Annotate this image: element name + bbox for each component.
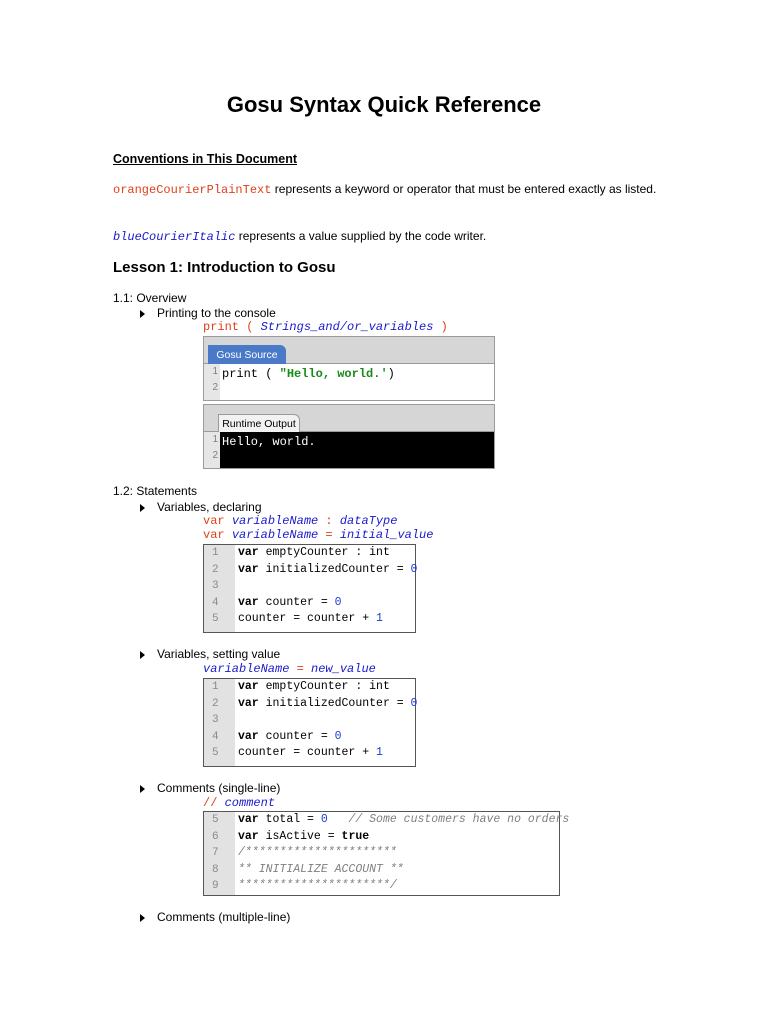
code-keyword: var: [238, 680, 259, 693]
convention-orange: [113, 181, 673, 199]
bullet-label: Comments (multiple-line): [157, 910, 291, 924]
conventions-heading: Conventions in This Document: [113, 152, 298, 166]
output-area: [203, 432, 495, 469]
code-keyword: var: [238, 595, 259, 609]
code-text: [238, 679, 390, 696]
code-row: [204, 845, 559, 862]
syntax-val: comment: [224, 796, 276, 810]
tab-gosu-source[interactable]: Gosu Source: [208, 345, 286, 365]
source-line: [222, 367, 395, 381]
syntax-val: Strings_and/or_variables: [260, 320, 434, 334]
syntax-op: //: [203, 796, 225, 810]
code-comment: // Some customers have no orders: [327, 813, 570, 826]
syntax-declare-init: [203, 528, 433, 542]
code-keyword: var: [238, 546, 259, 559]
bullet-arrow-icon: [140, 785, 145, 793]
code-row: [204, 729, 415, 746]
bullet-arrow-icon: [140, 651, 145, 659]
line-number: 7: [212, 847, 219, 860]
code-keyword: var: [238, 729, 259, 743]
code-token: isActive =: [258, 829, 342, 843]
code-text: [238, 611, 383, 628]
line-number: 6: [212, 830, 219, 843]
section-1-1: 1.1: Overview: [113, 291, 187, 305]
code-row: [204, 878, 559, 895]
code-row: [204, 595, 415, 612]
syntax-setting: [203, 662, 376, 676]
source-gutter: [204, 364, 220, 400]
page-title: Gosu Syntax Quick Reference: [226, 92, 542, 117]
syntax-val: initial_value: [339, 528, 434, 542]
bullet-printing: [140, 306, 276, 320]
convention-blue: [113, 228, 673, 246]
code-token: initializedCounter =: [258, 562, 411, 576]
code-block-comments: [203, 811, 570, 896]
line-number: 2: [212, 697, 219, 710]
source-code-area[interactable]: [203, 364, 495, 401]
code-token: emptyCounter : int: [258, 546, 390, 559]
line-number: 9: [212, 880, 219, 893]
line-number: 1: [212, 366, 218, 377]
code-token: counter = counter +: [238, 612, 377, 626]
syntax-kw: print (: [203, 320, 261, 334]
syntax-print: [203, 320, 448, 334]
code-token: counter = counter +: [238, 746, 377, 760]
code-row: [204, 745, 415, 762]
syntax-val: variableName: [231, 514, 319, 528]
code-text: [238, 729, 342, 746]
syntax-val: variableName: [231, 528, 319, 542]
source-tabbar: [203, 336, 495, 364]
line-number: 5: [212, 814, 219, 826]
lesson-heading: Lesson 1: Introduction to Gosu: [113, 259, 336, 276]
code-string: "Hello, world.': [279, 367, 388, 381]
bullet-label: Comments (single-line): [157, 781, 281, 795]
line-number: 4: [212, 596, 219, 609]
output-gutter: [204, 432, 220, 468]
code-token: total =: [258, 813, 321, 826]
tab-runtime-output[interactable]: Runtime Output: [218, 414, 300, 433]
code-token: counter =: [258, 729, 335, 743]
code-row: [204, 545, 415, 562]
line-number: 3: [212, 714, 219, 727]
code-number: 0: [334, 595, 342, 609]
syntax-kw: var: [203, 528, 232, 542]
syntax-val: new_value: [311, 662, 376, 676]
code-text: [238, 862, 404, 879]
line-number: 5: [212, 747, 219, 760]
code-keyword: var: [238, 562, 259, 576]
code-text: [238, 562, 417, 579]
line-number: 2: [212, 563, 219, 576]
code-token: counter =: [258, 595, 335, 609]
syntax-comment: [203, 796, 275, 810]
line-number: 3: [212, 580, 219, 593]
code-row: [204, 812, 570, 829]
code-row: [204, 562, 418, 579]
bullet-arrow-icon: [140, 914, 145, 922]
code-number: 0: [320, 813, 328, 826]
code-text: [238, 829, 369, 846]
code-boolean: true: [341, 829, 370, 843]
output-line: Hello, world.: [222, 435, 316, 449]
code-comment: /**********************: [238, 846, 397, 860]
bullet-setting: [140, 647, 280, 661]
code-token: initializedCounter =: [258, 696, 411, 710]
code-text: [238, 696, 417, 713]
code-text: [238, 545, 390, 562]
code-row: [204, 712, 415, 729]
code-block-declaring: [203, 544, 416, 633]
code-comment: ** INITIALIZE ACCOUNT **: [238, 862, 404, 876]
bullet-arrow-icon: [140, 504, 145, 512]
code-row: [204, 679, 415, 696]
section-1-2: 1.2: Statements: [113, 484, 198, 498]
code-number: 0: [410, 562, 418, 576]
syntax-val: dataType: [339, 514, 398, 528]
bullet-label: Printing to the console: [157, 306, 276, 320]
bullet-comments-multi: [140, 910, 290, 924]
blue-desc: represents a value supplied by the code writer.: [235, 229, 487, 243]
code-number: 1: [376, 612, 383, 626]
code-number: 1: [376, 746, 383, 760]
orange-desc: represents a keyword or operator that must be entered exactly as listed.: [271, 182, 657, 196]
syntax-declare-type: [203, 514, 397, 528]
code-text: [238, 845, 397, 862]
line-number: 1: [212, 547, 219, 559]
syntax-op: :: [318, 514, 340, 528]
output-tabbar: [203, 404, 495, 432]
code-comment: **********************/: [238, 879, 397, 893]
blue-sample: blueCourierItalic: [113, 230, 236, 244]
code-token: ): [387, 367, 395, 381]
line-number: 1: [212, 434, 218, 445]
code-row: [204, 611, 415, 628]
line-number: 4: [212, 730, 219, 743]
code-text: [238, 812, 569, 829]
line-number: 8: [212, 863, 219, 876]
syntax-kw: var: [203, 514, 232, 528]
code-token: print (: [222, 367, 273, 381]
syntax-op: =: [318, 528, 340, 542]
line-number: 2: [212, 382, 218, 393]
code-number: 0: [410, 696, 418, 710]
code-token: emptyCounter : int: [258, 680, 390, 693]
code-keyword: var: [238, 813, 259, 826]
bullet-label: Variables, declaring: [157, 500, 262, 514]
syntax-op: =: [289, 662, 312, 676]
bullet-comments-single: [140, 781, 280, 795]
line-number: 1: [212, 681, 219, 693]
code-text: [238, 878, 397, 895]
syntax-val: variableName: [203, 662, 290, 676]
code-row: [204, 829, 559, 846]
bullet-declaring: [140, 500, 262, 514]
code-text: [238, 595, 342, 612]
code-keyword: var: [238, 696, 259, 710]
bullet-label: Variables, setting value: [157, 647, 281, 661]
code-keyword: var: [238, 829, 259, 843]
code-block-setting: [203, 678, 416, 767]
syntax-end: ): [433, 320, 448, 334]
orange-sample: orangeCourierPlainText: [113, 183, 272, 197]
line-number: 5: [212, 613, 219, 626]
code-row: [204, 696, 418, 713]
code-text: [238, 745, 383, 762]
bullet-arrow-icon: [140, 310, 145, 318]
code-row: [204, 578, 415, 595]
line-number: 2: [212, 450, 218, 461]
gosu-editor-panel: [203, 336, 495, 470]
code-row: [204, 862, 559, 879]
code-number: 0: [334, 729, 342, 743]
